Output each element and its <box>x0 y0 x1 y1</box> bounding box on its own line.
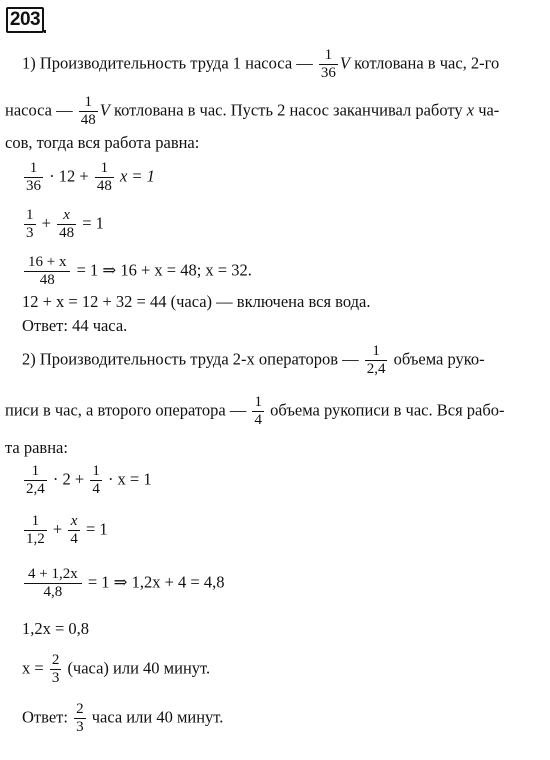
fraction-numerator: 1 <box>92 463 100 479</box>
fraction-denominator: 4 <box>92 481 100 497</box>
part2-fraction-1-4 <box>252 394 264 429</box>
fraction-denominator: 3 <box>26 225 34 241</box>
fraction-numerator: 1 <box>95 160 114 178</box>
eq-text: · 2 + <box>52 469 85 489</box>
eq-text: + <box>41 213 51 233</box>
part2-line1-text-b: объема руко- <box>393 349 485 369</box>
eq-text: · 12 + <box>49 166 89 186</box>
fraction-numerator: 4 + 1,2x <box>24 566 82 584</box>
variable-x: x <box>466 100 475 120</box>
part1-equation-3 <box>22 254 252 289</box>
eq-text: = 1 <box>82 213 104 233</box>
part1-line2-text-c: ча- <box>478 100 500 120</box>
answer-fraction <box>74 701 86 736</box>
part2-equation-1 <box>22 463 152 498</box>
part1-line2-text-a: насоса — <box>5 100 73 120</box>
eq-fraction <box>57 207 76 242</box>
fraction-denominator: 4 <box>70 531 78 547</box>
variable-v: V <box>99 100 110 120</box>
fraction-numerator: 1 <box>26 207 34 223</box>
part2-line1 <box>22 343 485 378</box>
part2-line2-text-b: объема рукописи в час. Вся рабо- <box>270 400 505 420</box>
fraction-denominator: 4 <box>254 412 262 428</box>
part2-equation-4 <box>22 619 89 639</box>
part2-equation-3 <box>22 566 224 601</box>
eq-text: = 1 ⇒ 16 + x = 48; x = 32. <box>76 260 252 280</box>
problem-number-badge: 203 <box>6 7 44 33</box>
fraction-denominator: 4,8 <box>43 584 63 600</box>
fraction-denominator: 3 <box>51 670 60 686</box>
part2-equation-2 <box>22 513 108 548</box>
part1-line1 <box>22 47 499 82</box>
part2-answer <box>22 701 223 736</box>
fraction-numerator: 16 + x <box>24 254 70 272</box>
eq-text: = 1 <box>85 519 108 539</box>
fraction-denominator: 36 <box>26 178 41 194</box>
part2-line1-text-a: 2) Производительность труда 2-х операторов — <box>22 349 359 369</box>
fraction-denominator: 1,2 <box>26 531 45 547</box>
eq-fraction <box>50 652 62 687</box>
eq-fraction <box>95 160 114 195</box>
fraction-numerator: 1 <box>319 47 338 65</box>
fraction-numerator: 2 <box>76 701 84 717</box>
eq-text: (часа) или 40 минут. <box>67 658 211 678</box>
fraction-numerator: x <box>57 207 76 225</box>
eq-fraction <box>24 254 70 289</box>
part1-line1-text-a: 1) Производительность труда 1 насоса — <box>22 53 313 73</box>
eq-text: · x = 1 <box>107 469 152 489</box>
part2-fraction-1-2-4 <box>365 343 388 378</box>
fraction-numerator: 1 <box>24 160 43 178</box>
eq-text: 1,2x = 0,8 <box>22 619 90 638</box>
eq-fraction <box>68 513 80 548</box>
part1-total-text: 12 + x = 12 + 32 = 44 (часа) — включена вся вода. <box>22 292 371 311</box>
fraction-numerator: 1 <box>79 94 98 112</box>
part2-line2-text-a: писи в час, а второго оператора — <box>5 400 247 420</box>
fraction-denominator: 2,4 <box>366 361 386 377</box>
fraction-denominator: 48 <box>59 225 75 241</box>
fraction-numerator: 1 <box>254 394 262 410</box>
part1-equation-2 <box>22 207 104 242</box>
part2-line3-text: та равна: <box>5 438 68 457</box>
fraction-numerator: 1 <box>24 513 47 531</box>
part1-answer-text: Ответ: 44 часа. <box>22 316 128 335</box>
part1-fraction-1-48 <box>79 94 98 129</box>
fraction-denominator: 48 <box>39 272 55 288</box>
fraction-denominator: 48 <box>96 178 112 194</box>
fraction-denominator: 3 <box>76 719 84 735</box>
part1-total-line <box>22 292 370 312</box>
part1-equation-1 <box>22 160 155 195</box>
part1-line3 <box>5 133 199 153</box>
fraction-denominator: 48 <box>80 112 96 128</box>
eq-text: x = 1 <box>119 166 155 186</box>
fraction-numerator: 1 <box>365 343 388 361</box>
eq-fraction <box>24 463 47 498</box>
fraction-denominator: 2,4 <box>26 481 45 497</box>
eq-fraction <box>24 160 43 195</box>
fraction-numerator: 2 <box>51 652 60 668</box>
part1-fraction-1-36 <box>319 47 338 82</box>
part2-line3 <box>5 438 68 458</box>
fraction-denominator: 36 <box>320 65 336 81</box>
eq-text: = 1 ⇒ 1,2x + 4 = 4,8 <box>87 572 225 592</box>
eq-text: x = <box>22 658 44 678</box>
variable-v: V <box>339 53 350 73</box>
fraction-numerator: 1 <box>24 463 47 481</box>
answer-label: Ответ: <box>22 707 68 727</box>
part2-line2 <box>5 394 505 429</box>
eq-fraction <box>90 463 102 498</box>
answer-text: часа или 40 минут. <box>91 707 224 727</box>
eq-fraction <box>24 207 36 242</box>
part1-line2 <box>5 94 499 129</box>
eq-fraction <box>24 513 47 548</box>
part1-line1-text-b: котлована в час, 2-го <box>354 53 500 73</box>
badge-shadow <box>44 30 46 33</box>
fraction-numerator: x <box>68 513 80 531</box>
part2-equation-5 <box>22 652 210 687</box>
eq-fraction <box>24 566 82 601</box>
part1-line2-text-b: котлована в час. Пусть 2 насос заканчивал работу <box>113 100 463 120</box>
part1-line3-text: сов, тогда вся работа равна: <box>5 133 200 152</box>
part1-answer <box>22 316 127 336</box>
eq-text: + <box>52 519 63 539</box>
